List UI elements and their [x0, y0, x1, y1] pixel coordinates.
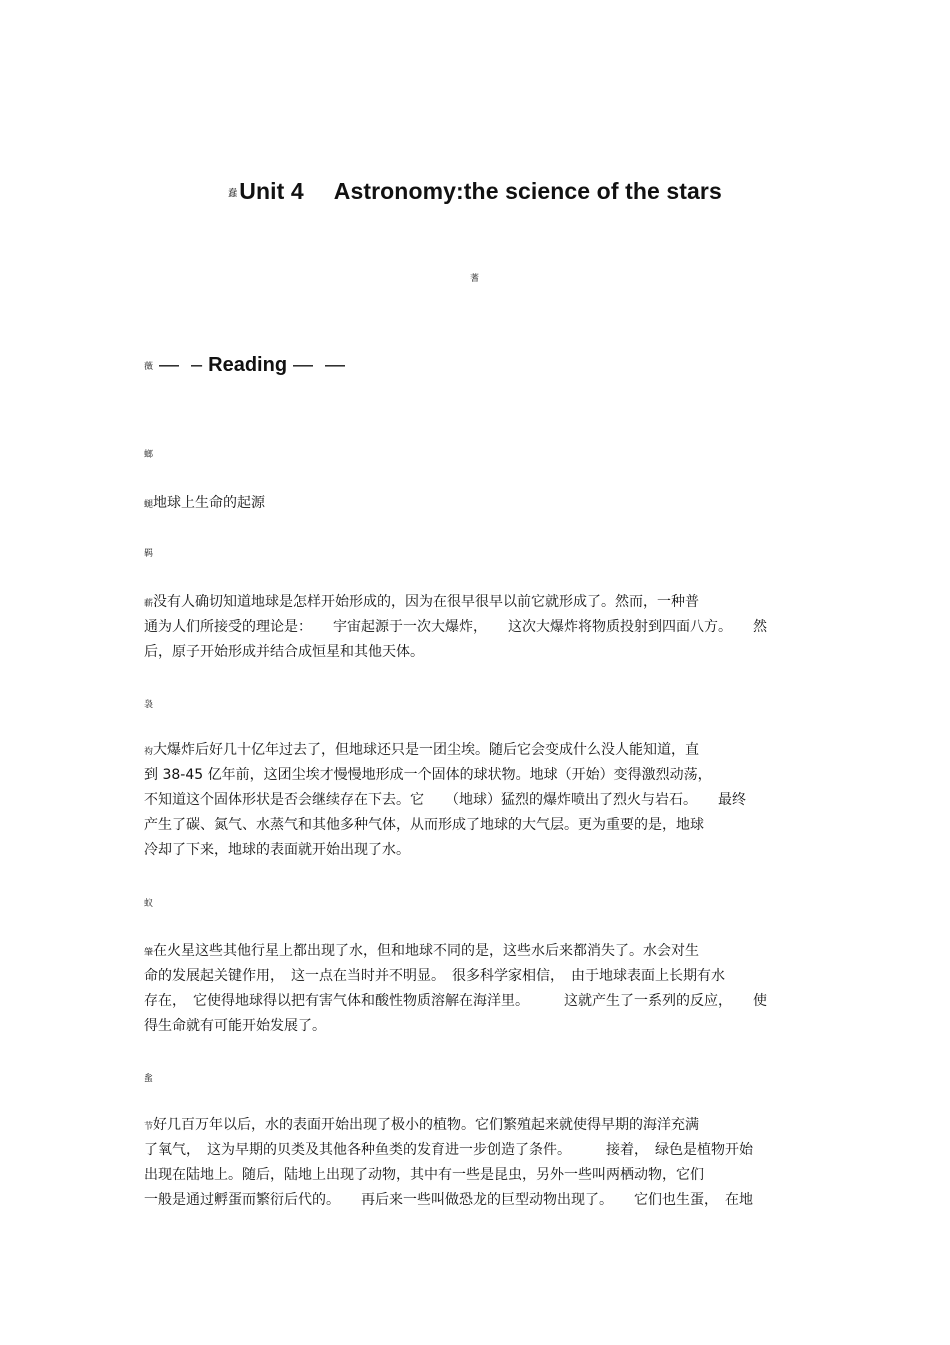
text-line	[144, 738, 808, 763]
line-text: 大爆炸后好几十亿年过去了，但地球还只是一团尘埃。随后它会变成什么没人能知道，直	[153, 742, 700, 758]
text-line: 一般是通过孵蛋而繁衍后代的。 再后来一些叫做恐龙的巨型动物出现了。 它们也生蛋， 在地	[144, 1192, 753, 1208]
heading-text: 地球上生命的起源	[153, 495, 266, 511]
paragraph-1	[144, 590, 808, 665]
marker-between-1: 袅	[144, 700, 154, 710]
text-line: 出现在陆地上。随后，陆地上出现了动物，其中有一些是昆虫，另外一些叫两栖动物，它们	[144, 1167, 704, 1183]
marker-between-2: 蚁	[144, 899, 154, 909]
text-line: 不知道这个固体形状是否会继续存在下去。它 （地球）猛烈的爆炸喷出了烈火与岩石。 最终	[144, 792, 746, 808]
text-line: 通为人们所接受的理论是： 宇宙起源于一次大爆炸， 这次大爆炸将物质投射到四面八方。 然	[144, 619, 767, 635]
line-text: 好几百万年以后，水的表面开始出现了极小的植物。它们繁殖起来就使得早期的海洋充满	[153, 1117, 700, 1133]
section-label: Reading	[208, 354, 288, 376]
marker-b: 羁	[144, 549, 154, 559]
line-text: 在火星这些其他行星上都出现了水，但和地球不同的是，这些水后来都消失了。水会对生	[153, 943, 700, 959]
marker-between-3: 蚃	[144, 1074, 154, 1084]
paragraph-2	[144, 738, 808, 863]
line-text: 没有人确切知道地球是怎样开始形成的，因为在很早很早以前它就形成了。然而，一种普	[153, 594, 700, 610]
paragraph-4	[144, 1113, 808, 1213]
paragraph-3	[144, 939, 808, 1039]
unit-title-text: Astronomy:the science of the stars	[333, 178, 722, 204]
paragraph-marker: 节	[144, 1122, 154, 1132]
text-line: 到 38-45 亿年前，这团尘埃才慢慢地形成一个固体的球状物。地球（开始）变得激烈动荡，	[144, 767, 712, 783]
paragraph-marker: 蔪	[144, 599, 154, 609]
heading-marker: 螁	[144, 500, 154, 510]
text-line: 产生了碳、氮气、水蒸气和其他多种气体，从而形成了地球的大气层。更为重要的是，地球	[144, 817, 704, 833]
title-marker: 蠢	[228, 188, 238, 199]
text-line: 存在， 它使得地球得以把有害气体和酸性物质溶解在海洋里。 这就产生了一系列的反应， 使	[144, 993, 767, 1009]
sub-marker: 蓍	[470, 274, 480, 284]
text-line: 得生命就有可能开始发展了。	[144, 1018, 326, 1034]
dash: —	[325, 354, 346, 376]
paragraph-marker: 袀	[144, 747, 154, 757]
section-marker: 薇	[144, 361, 154, 372]
page-title	[0, 178, 950, 205]
text-line: 冷却了下来，地球的表面就开始出现了水。	[144, 842, 410, 858]
text-line	[144, 590, 808, 615]
text-line: 了氧气， 这为早期的贝类及其他各种鱼类的发育进一步创造了条件。 接着， 绿色是植物开始	[144, 1142, 753, 1158]
unit-label: Unit 4	[239, 178, 304, 204]
text-line: 命的发展起关键作用， 这一点在当时并不明显。 很多科学家相信， 由于地球表面上长期有水	[144, 968, 725, 984]
paragraph-marker: 肇	[144, 948, 154, 958]
dash: —	[293, 354, 314, 376]
dash: —	[159, 354, 180, 376]
article-heading	[144, 492, 265, 512]
marker-a: 螂	[144, 450, 154, 460]
section-heading	[144, 354, 351, 377]
dash: –	[191, 354, 203, 376]
text-line	[144, 939, 808, 964]
text-line	[144, 1113, 808, 1138]
text-line: 后，原子开始形成并结合成恒星和其他天体。	[144, 644, 424, 660]
